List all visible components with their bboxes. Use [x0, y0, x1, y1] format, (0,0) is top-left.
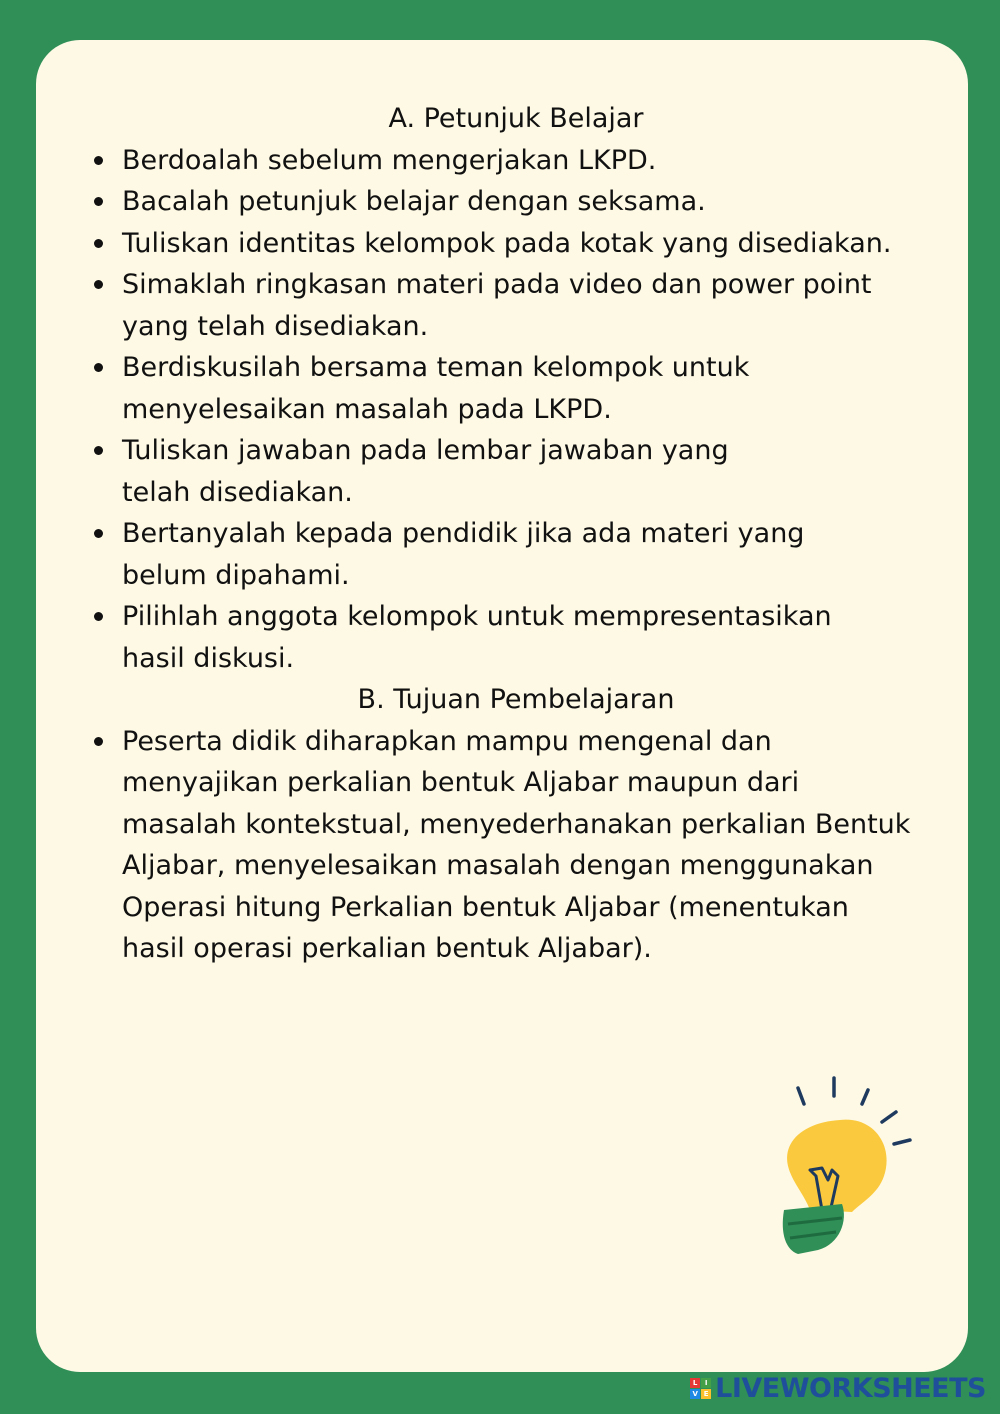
section-a-list	[86, 140, 946, 680]
logo-letter: I	[701, 1378, 711, 1388]
list-item: Tuliskan jawaban pada lembar jawaban yang telah disediakan.	[86, 430, 946, 513]
logo-letter: E	[701, 1389, 711, 1399]
section-b-list	[86, 721, 946, 970]
list-item: Tuliskan identitas kelompok pada kotak yang disediakan.	[86, 223, 946, 265]
logo-letter: L	[690, 1378, 700, 1388]
bulb-glass	[787, 1120, 887, 1212]
lightbulb-icon	[770, 1072, 920, 1262]
ray	[798, 1088, 804, 1104]
list-item: Bacalah petunjuk belajar dengan seksama.	[86, 181, 946, 223]
list-item: Berdoalah sebelum mengerjakan LKPD.	[86, 140, 946, 182]
list-item: Pilihlah anggota kelompok untuk mempresentasikan hasil diskusi.	[86, 596, 946, 679]
list-item: Bertanyalah kepada pendidik jika ada materi yang belum dipahami.	[86, 513, 946, 596]
list-item: Simaklah ringkasan materi pada video dan power point yang telah disediakan.	[86, 264, 946, 347]
list-item: Peserta didik diharapkan mampu mengenal dan menyajikan perkalian bentuk Aljabar maupun dari masalah kontekstual, menyederhanakan perkalian Bentuk Aljabar, menyelesaikan masalah dengan menggunakan Operasi hitung Perkalian bentuk Aljabar (menentukan hasil operasi perkalian bentuk Aljabar).	[86, 721, 946, 970]
bulb-base	[783, 1204, 844, 1254]
worksheet-content	[86, 98, 946, 970]
list-item: Berdiskusilah bersama teman kelompok untuk menyelesaikan masalah pada LKPD.	[86, 347, 946, 430]
ray	[882, 1112, 896, 1122]
logo-letter: V	[690, 1389, 700, 1399]
logo-text: LIVEWORKSHEETS	[715, 1373, 986, 1404]
ray	[862, 1090, 868, 1104]
liveworksheets-logo-icon	[690, 1378, 711, 1399]
ray	[894, 1140, 910, 1144]
section-a-title: A. Petunjuk Belajar	[388, 103, 644, 134]
liveworksheets-logo	[690, 1373, 986, 1404]
section-b-title: B. Tujuan Pembelajaran	[357, 684, 675, 715]
